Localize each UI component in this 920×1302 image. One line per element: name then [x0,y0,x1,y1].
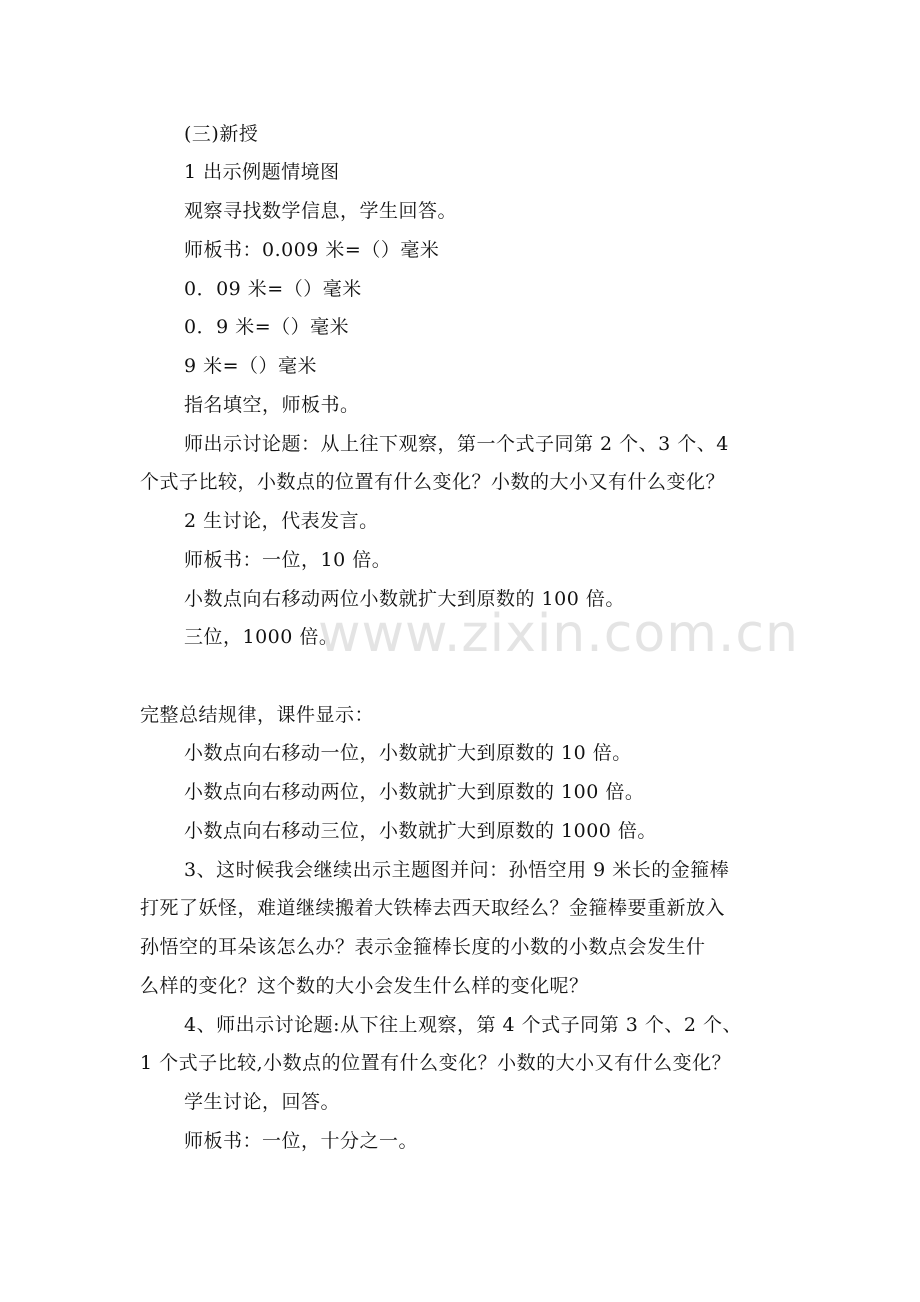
paragraph-line: 1 个式子比较,小数点的位置有什么变化？小数的大小又有什么变化？ [140,1052,732,1074]
paragraph-line: 4、师出示讨论题:从下往上观察，第 4 个式子同第 3 个、2 个、 [184,1014,742,1036]
text-line: 0．09 米=（）毫米 [184,278,362,300]
text-line: 小数点向右移动两位小数就扩大到原数的 100 倍。 [184,588,625,610]
text-line: 小数点向右移动三位，小数就扩大到原数的 1000 倍。 [184,820,657,842]
text-line: 2 生讨论，代表发言。 [184,510,379,532]
text-line: 师板书：一位，十分之一。 [184,1130,419,1152]
paragraph-line: 3、这时候我会继续出示主题图并问：孙悟空用 9 米长的金箍棒 [184,859,730,881]
text-line: 三位，1000 倍。 [184,626,339,648]
text-line: 9 米=（）毫米 [184,355,318,377]
text-line: 指名填空，师板书。 [184,394,360,416]
text-line: 师板书：一位，10 倍。 [184,549,392,571]
text-line: 观察寻找数学信息，学生回答。 [184,200,458,222]
paragraph-line: 么样的变化？这个数的大小会发生什么样的变化呢？ [140,975,589,997]
paragraph-line: 打死了妖怪，难道继续搬着大铁棒去西天取经么？金箍棒要重新放入 [140,897,726,919]
paragraph-line: 个式子比较，小数点的位置有什么变化？小数的大小又有什么变化？ [140,471,726,493]
watermark: www.zixin.com.cn [318,604,799,664]
text-line: 小数点向右移动一位，小数就扩大到原数的 10 倍。 [184,742,632,764]
paragraph-line: 孙悟空的耳朵该怎么办？表示金箍棒长度的小数的小数点会发生什 [140,936,706,958]
text-line: 小数点向右移动两位，小数就扩大到原数的 100 倍。 [184,781,645,803]
paragraph-line: 师出示讨论题：从上往下观察，第一个式子同第 2 个、3 个、4 [184,433,729,455]
text-line: 完整总结规律，课件显示： [140,704,375,726]
text-line: 0．9 米=（）毫米 [184,316,350,338]
text-line: 学生讨论，回答。 [184,1091,341,1113]
text-line: 1 出示例题情境图 [184,161,340,183]
text-line: 师板书：0.009 米=（）毫米 [184,239,440,261]
section-heading: (三)新授 [184,123,259,145]
